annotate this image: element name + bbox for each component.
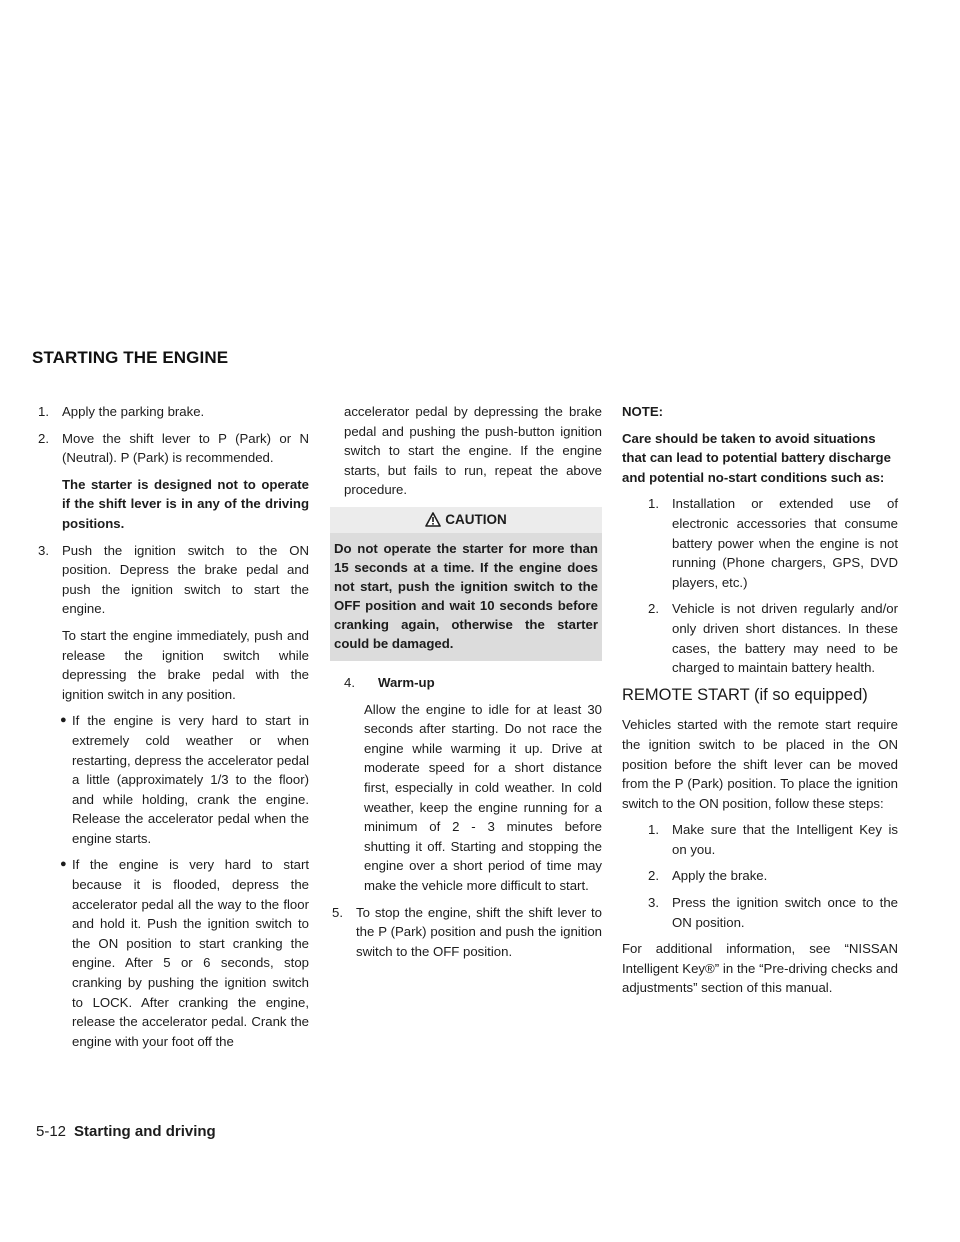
step-number: 3. bbox=[648, 895, 659, 911]
step-2 bbox=[36, 429, 309, 468]
step-number: 1. bbox=[38, 404, 49, 419]
note-text: Care should be taken to avoid situations that can lead to potential battery discharge and potential no-start conditions such as: bbox=[622, 430, 891, 485]
step-number: 1. bbox=[648, 822, 659, 838]
page-number: 5-12 bbox=[36, 1123, 67, 1140]
note-item bbox=[622, 599, 898, 677]
column-2 bbox=[330, 402, 602, 968]
continued-text: accelerator pedal by depressing the brake pedal and pushing the push-button ignition switch to start the engine. If the engine starts, but fails to run, repeat the above procedure. bbox=[344, 404, 602, 498]
caution-title: CAUTION bbox=[445, 512, 507, 528]
item-text: Vehicle is not driven regularly and/or only driven short distances. In these cases, the battery may need to be charged to maintain battery health. bbox=[672, 601, 898, 676]
item-number: 1. bbox=[648, 496, 659, 512]
remote-step bbox=[622, 893, 898, 932]
note-item bbox=[622, 494, 898, 592]
footer-section: Starting and driving bbox=[74, 1123, 216, 1140]
bullet-item bbox=[36, 711, 309, 848]
step-text: Apply the parking brake. bbox=[62, 404, 205, 419]
section-heading: STARTING THE ENGINE bbox=[32, 348, 229, 367]
item-number: 2. bbox=[648, 601, 659, 617]
step-1 bbox=[36, 402, 309, 422]
step-title: Warm-up bbox=[378, 674, 435, 690]
remote-start-heading: REMOTE START (if so equipped) bbox=[622, 685, 868, 704]
step-4 bbox=[330, 673, 602, 693]
item-text: Installation or extended use of electronic accessories that consume battery power when the engine is not running (Phone chargers, GPS, DVD players, etc.) bbox=[672, 496, 898, 590]
step-number: 2. bbox=[648, 868, 659, 884]
step-text: Push the ignition switch to the ON position. Depress the brake pedal and push the ignition switch to start the engine. bbox=[62, 542, 309, 617]
step-number: 5. bbox=[332, 904, 343, 920]
bullet-icon: ● bbox=[60, 714, 67, 727]
warning-triangle-icon bbox=[425, 512, 441, 527]
remote-start-text: Vehicles started with the remote start require the ignition switch to be placed in the ON position before the shift lever can be moved from the P (Park) position. To place the ignition switch to the ON position, follow these steps: bbox=[622, 717, 898, 811]
step-4-text: Allow the engine to idle for at least 30 seconds after starting. Do not race the engine while warming it up. Drive at moderate speed for a short distance first, especially in cold weather. In cold weather, keep the engine running for a minimum of 2 - 3 minutes before shutting it off. Starting and stopping the engine over a short period of time may make the vehicle more difficult to start. bbox=[364, 701, 602, 893]
starter-warning-text: The starter is designed not to operate if the shift lever is in any of the driving positions. bbox=[62, 476, 309, 531]
step-text: Move the shift lever to P (Park) or N (Neutral). P (Park) is recommended. bbox=[62, 430, 309, 466]
step-3 bbox=[36, 541, 309, 619]
caution-text: Do not operate the starter for more than 15 seconds at a time. If the engine does not start, push the ignition switch to the OFF position and wait 10 seconds before cranking again, otherwise the starter could be damaged. bbox=[334, 540, 598, 651]
column-1 bbox=[36, 402, 309, 1058]
caution-header bbox=[330, 507, 602, 533]
bullet-text: If the engine is very hard to start in extremely cold weather or when restarting, depress the accelerator pedal a little (approximately 1/3 to the floor) and while holding, crank the engine. Release the accelerator pedal when the engine starts. bbox=[72, 713, 309, 846]
step-text: To stop the engine, shift the shift lever to the P (Park) position and push the ignition switch to the OFF position. bbox=[356, 904, 602, 959]
caution-box bbox=[330, 507, 602, 661]
step-5 bbox=[330, 903, 602, 962]
step-text: Make sure that the Intelligent Key is on you. bbox=[672, 822, 898, 857]
step-number: 2. bbox=[38, 430, 49, 446]
remote-step bbox=[622, 866, 898, 886]
step-text: Apply the brake. bbox=[672, 868, 768, 884]
page-footer bbox=[36, 1122, 216, 1142]
bullet-icon: ● bbox=[60, 858, 67, 871]
column-3 bbox=[622, 402, 898, 1005]
step-number: 4. bbox=[344, 674, 355, 690]
step-text: Press the ignition switch once to the ON position. bbox=[672, 895, 898, 930]
note-label: NOTE: bbox=[622, 404, 664, 419]
additional-info: For additional information, see “NISSAN Intelligent Key®” in the “Pre-driving checks and adjustments” section of this manual. bbox=[622, 941, 898, 996]
step-3-paragraph: To start the engine immediately, push and release the ignition switch while depressing the brake pedal with the ignition switch in any position. bbox=[62, 627, 309, 702]
step-number: 3. bbox=[38, 542, 49, 558]
remote-step bbox=[622, 820, 898, 859]
bullet-item bbox=[36, 855, 309, 1051]
bullet-text: If the engine is very hard to start because it is flooded, depress the accelerator pedal all the way to the floor and hold it. Push the ignition switch to the ON position to start cranking the engine. After 5 or 6 seconds, stop cranking by pushing the ignition switch to LOCK. After cranking the engine, release the accelerator pedal. Crank the engine with your foot off the bbox=[72, 857, 309, 1049]
